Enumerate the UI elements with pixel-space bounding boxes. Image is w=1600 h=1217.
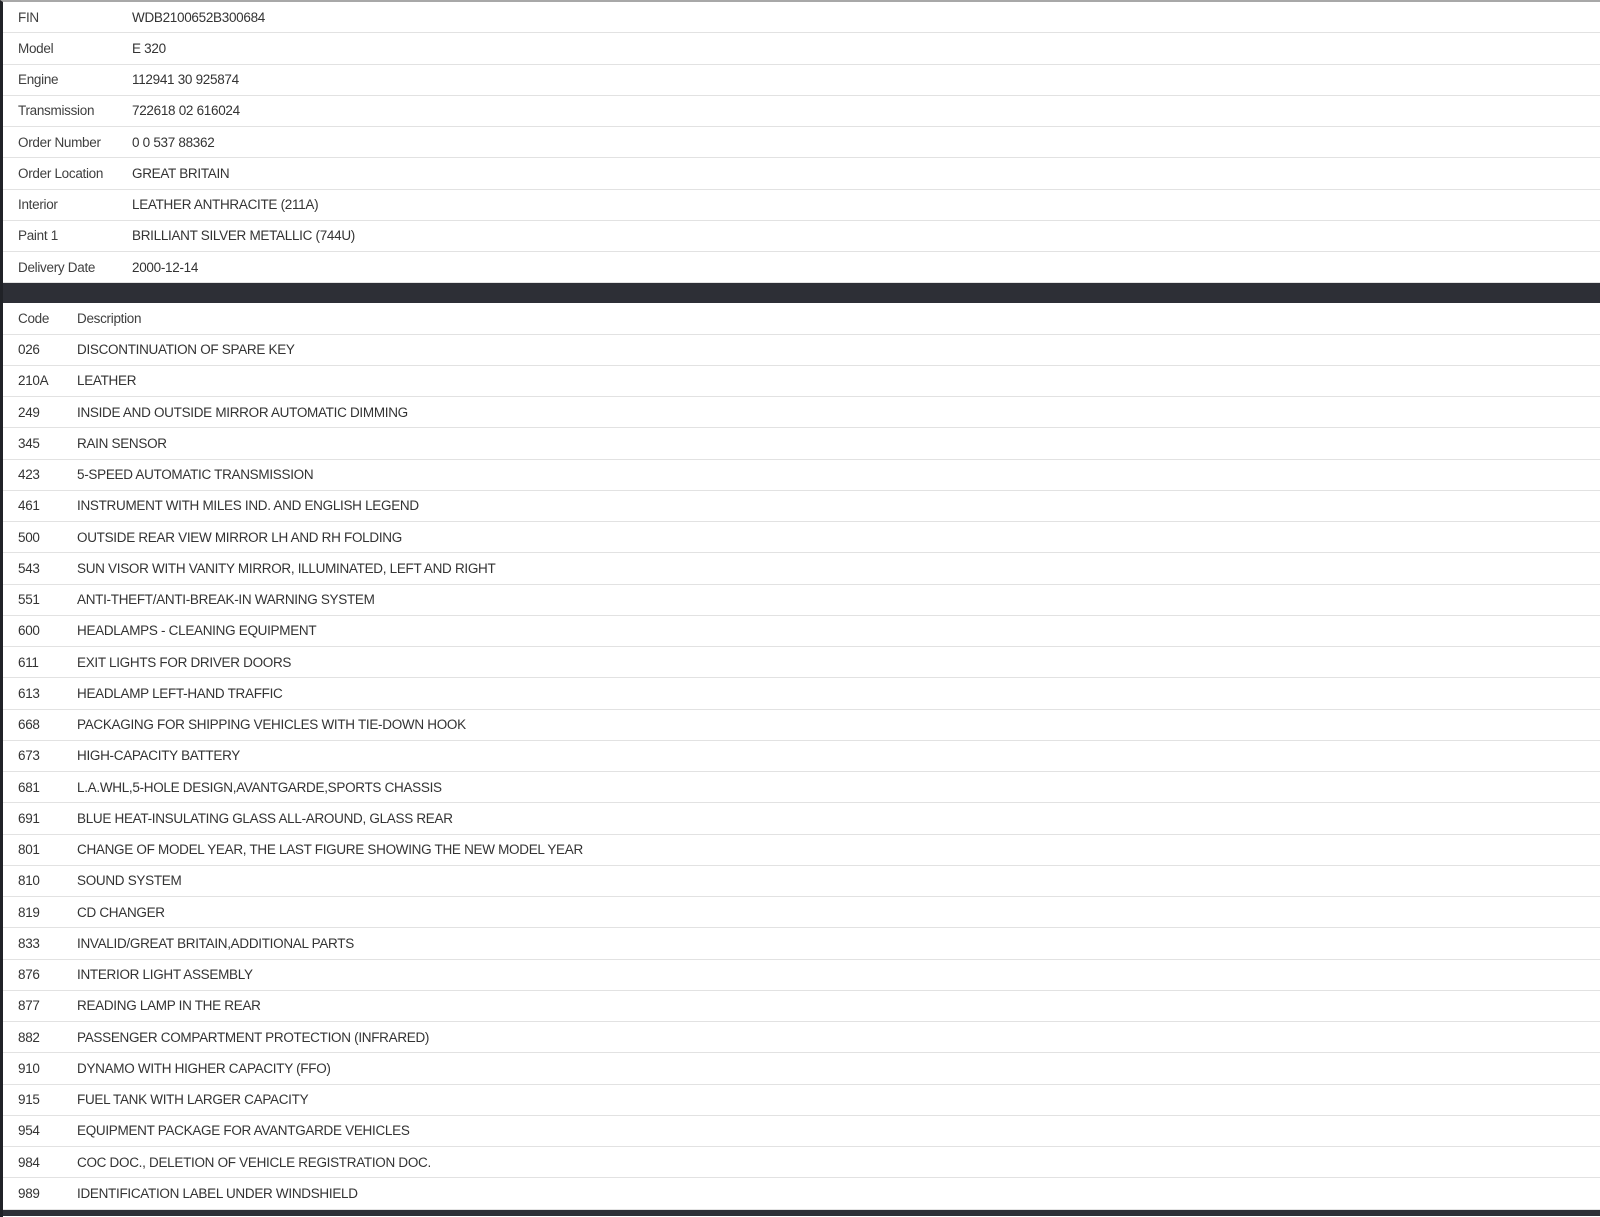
option-description: READING LAMP IN THE REAR: [77, 998, 261, 1014]
option-code-row: [3, 1053, 1600, 1084]
option-code: 801: [18, 842, 40, 858]
option-description: HEADLAMP LEFT-HAND TRAFFIC: [77, 685, 283, 701]
option-code: 833: [18, 935, 40, 951]
vehicle-info-row: [3, 65, 1600, 96]
option-description: COC DOC., DELETION OF VEHICLE REGISTRATION DOC.: [77, 1154, 431, 1170]
option-description: FUEL TANK WITH LARGER CAPACITY: [77, 1092, 309, 1108]
option-description: INSIDE AND OUTSIDE MIRROR AUTOMATIC DIMMING: [77, 404, 408, 420]
vehicle-info-value: E 320: [132, 40, 166, 56]
option-code: 876: [18, 967, 40, 983]
option-description: EQUIPMENT PACKAGE FOR AVANTGARDE VEHICLES: [77, 1123, 410, 1139]
description-column-header: Description: [77, 310, 142, 326]
vehicle-info-label: Delivery Date: [18, 259, 96, 275]
option-codes-header-row: [3, 303, 1600, 334]
vehicle-info-row: [3, 96, 1600, 127]
option-code-row: [3, 428, 1600, 459]
vehicle-info-value: 112941 30 925874: [132, 72, 239, 88]
option-code-row: [3, 1178, 1600, 1209]
option-description: LEATHER: [77, 373, 137, 389]
option-code: 668: [18, 717, 40, 733]
option-code: 989: [18, 1185, 40, 1201]
vehicle-info-value: GREAT BRITAIN: [132, 165, 230, 181]
option-code-row: [3, 835, 1600, 866]
vehicle-info-row: [3, 2, 1600, 33]
option-code-row: [3, 772, 1600, 803]
option-code: 882: [18, 1029, 40, 1045]
option-code: 611: [18, 654, 39, 670]
option-code-row: [3, 397, 1600, 428]
option-code: 691: [18, 810, 40, 826]
option-code-row: [3, 991, 1600, 1022]
code-column-header: Code: [18, 310, 50, 326]
vehicle-info-value: 0 0 537 88362: [132, 134, 215, 150]
option-code-row: [3, 803, 1600, 834]
option-description: INSTRUMENT WITH MILES IND. AND ENGLISH LEGEND: [77, 498, 419, 514]
option-description: PACKAGING FOR SHIPPING VEHICLES WITH TIE-DOWN HOOK: [77, 717, 466, 733]
vehicle-info-row: [3, 252, 1600, 283]
option-code-row: [3, 366, 1600, 397]
vehicle-info-value: 722618 02 616024: [132, 103, 240, 119]
option-code-row: [3, 616, 1600, 647]
option-code: 915: [18, 1092, 40, 1108]
option-description: ANTI-THEFT/ANTI-BREAK-IN WARNING SYSTEM: [77, 592, 375, 608]
option-description: DISCONTINUATION OF SPARE KEY: [77, 342, 295, 358]
option-description: CD CHANGER: [77, 904, 165, 920]
option-description: SOUND SYSTEM: [77, 873, 182, 889]
option-code: 810: [18, 873, 40, 889]
option-code: 249: [18, 404, 40, 420]
option-description: HIGH-CAPACITY BATTERY: [77, 748, 240, 764]
vehicle-info-label: Engine: [18, 72, 59, 88]
vehicle-info-row: [3, 127, 1600, 158]
option-code-row: [3, 866, 1600, 897]
option-description: SUN VISOR WITH VANITY MIRROR, ILLUMINATED, LEFT AND RIGHT: [77, 560, 496, 576]
option-code: 423: [18, 467, 40, 483]
vehicle-info-label: Paint 1: [18, 228, 58, 244]
vehicle-info-value: WDB2100652B300684: [132, 9, 266, 25]
option-code: 500: [18, 529, 40, 545]
option-code-row: [3, 1085, 1600, 1116]
option-code: 673: [18, 748, 40, 764]
option-code: 210A: [18, 373, 49, 389]
option-codes-table: [3, 303, 1600, 1209]
option-code: 461: [18, 498, 40, 514]
option-code: 954: [18, 1123, 40, 1139]
option-code-row: [3, 741, 1600, 772]
option-code: 681: [18, 779, 40, 795]
option-code-row: [3, 1116, 1600, 1147]
option-code: 877: [18, 998, 40, 1014]
option-code: 345: [18, 435, 40, 451]
vehicle-info-value: LEATHER ANTHRACITE (211A): [132, 197, 319, 213]
vehicle-info-label: Order Number: [18, 134, 101, 150]
option-code-row: [3, 460, 1600, 491]
vehicle-info-label: Order Location: [18, 165, 104, 181]
vehicle-info-table: [3, 2, 1600, 283]
vehicle-info-row: [3, 190, 1600, 221]
option-description: IDENTIFICATION LABEL UNDER WINDSHIELD: [77, 1185, 358, 1201]
option-code-row: [3, 678, 1600, 709]
bottom-divider-bar: [3, 1210, 1600, 1216]
option-description: INTERIOR LIGHT ASSEMBLY: [77, 967, 253, 983]
vehicle-info-value: 2000-12-14: [132, 259, 199, 275]
vehicle-info-row: [3, 158, 1600, 189]
vehicle-info-value: BRILLIANT SILVER METALLIC (744U): [132, 228, 355, 244]
option-code-row: [3, 553, 1600, 584]
option-code-row: [3, 647, 1600, 678]
vehicle-info-row: [3, 33, 1600, 64]
option-code-row: [3, 491, 1600, 522]
option-description: BLUE HEAT-INSULATING GLASS ALL-AROUND, GLASS REAR: [77, 810, 453, 826]
option-code: 543: [18, 560, 40, 576]
vehicle-info-label: FIN: [18, 9, 39, 25]
vehicle-info-label: Interior: [18, 197, 58, 213]
option-code-row: [3, 710, 1600, 741]
option-description: L.A.WHL,5-HOLE DESIGN,AVANTGARDE,SPORTS CHASSIS: [77, 779, 442, 795]
option-code: 600: [18, 623, 40, 639]
option-code: 984: [18, 1154, 40, 1170]
option-code-row: [3, 335, 1600, 366]
option-description: INVALID/GREAT BRITAIN,ADDITIONAL PARTS: [77, 935, 354, 951]
option-description: RAIN SENSOR: [77, 435, 167, 451]
option-description: OUTSIDE REAR VIEW MIRROR LH AND RH FOLDING: [77, 529, 402, 545]
option-code-row: [3, 585, 1600, 616]
option-description: EXIT LIGHTS FOR DRIVER DOORS: [77, 654, 292, 670]
section-divider-bar: [3, 283, 1600, 303]
option-description: HEADLAMPS - CLEANING EQUIPMENT: [77, 623, 317, 639]
option-code: 819: [18, 904, 40, 920]
option-description: CHANGE OF MODEL YEAR, THE LAST FIGURE SHOWING THE NEW MODEL YEAR: [77, 842, 583, 858]
option-code-row: [3, 1022, 1600, 1053]
option-code-row: [3, 897, 1600, 928]
option-code-row: [3, 928, 1600, 959]
option-code-row: [3, 1147, 1600, 1178]
option-description: 5-SPEED AUTOMATIC TRANSMISSION: [77, 467, 314, 483]
option-code-row: [3, 522, 1600, 553]
option-code: 910: [18, 1060, 40, 1076]
option-code: 026: [18, 342, 40, 358]
option-description: DYNAMO WITH HIGHER CAPACITY (FFO): [77, 1060, 331, 1076]
vehicle-info-label: Model: [18, 40, 54, 56]
vehicle-info-label: Transmission: [18, 103, 95, 119]
vehicle-info-row: [3, 221, 1600, 252]
option-code-row: [3, 960, 1600, 991]
option-code: 551: [18, 592, 40, 608]
option-description: PASSENGER COMPARTMENT PROTECTION (INFRARED): [77, 1029, 430, 1045]
option-code: 613: [18, 685, 40, 701]
